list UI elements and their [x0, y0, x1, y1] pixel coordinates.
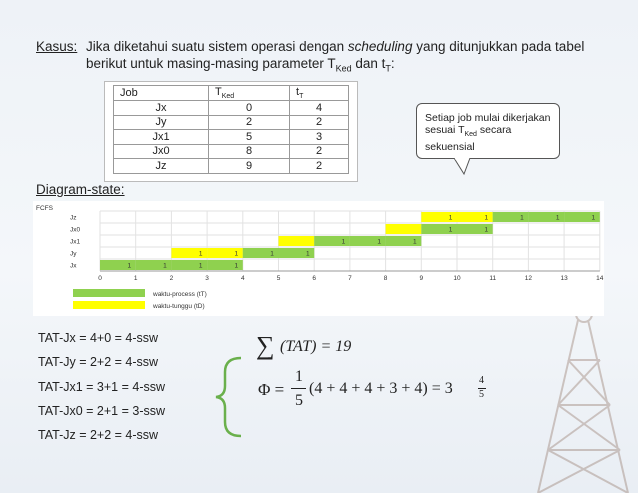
kasus-label: Kasus:	[36, 39, 78, 54]
tat-line: TAT-Jx = 4+0 = 4-ssw	[38, 331, 159, 345]
x-tick-label: 2	[169, 275, 174, 282]
cell-job: Jx	[114, 101, 209, 116]
kasus-sub-ked: Ked	[335, 63, 352, 74]
cell-tked: 9	[209, 159, 290, 174]
x-tick-label: 12	[524, 275, 533, 282]
cell-tt: 2	[290, 159, 349, 174]
tat-line: TAT-Jz = 2+2 = 4-ssw	[38, 428, 159, 442]
cell-value: 1	[198, 250, 203, 258]
cell-value: 1	[270, 250, 274, 258]
frac-denominator: 5	[295, 392, 303, 409]
table-row	[114, 115, 349, 130]
x-tick-label: 10	[453, 275, 461, 282]
cell-value: 1	[341, 238, 346, 246]
cell-value: 1	[163, 262, 167, 270]
brace	[213, 356, 247, 438]
cell-tt: 4	[290, 101, 349, 116]
legend-label-process: waktu-process (tT)	[153, 291, 207, 298]
header-tt: $t_T$	[290, 86, 349, 101]
row-label: Jx	[70, 262, 77, 270]
cell-job: Jx1	[114, 130, 209, 145]
kasus-text-4: :	[390, 56, 395, 71]
callout-note	[416, 103, 560, 159]
row-label: Jx0	[70, 226, 81, 234]
sum-expression: (TAT) = 19	[280, 338, 352, 355]
cell-value: 1	[520, 214, 524, 222]
cell-value: 1	[234, 262, 239, 270]
frac-numerator: 1	[295, 368, 303, 385]
table-row	[114, 159, 349, 174]
wait-bar	[386, 224, 422, 234]
cell-tt: 3	[290, 130, 349, 145]
cell-value: 1	[448, 226, 453, 234]
cell-tked: 8	[209, 144, 290, 159]
cell-tked: 5	[209, 130, 290, 145]
phi-label: Φ =	[258, 380, 285, 399]
frac-bar	[291, 388, 306, 389]
diagram-label: Diagram-state:	[36, 182, 125, 197]
job-table-header	[114, 86, 349, 101]
cell-tked: 2	[209, 115, 290, 130]
row-label: Jy	[70, 250, 77, 258]
callout-text: Setiap job mulai dikerjakan sesuai T	[425, 112, 551, 136]
kasus-text-italic: scheduling	[347, 39, 413, 54]
cell-job: Jy	[114, 115, 209, 130]
callout-tail	[448, 158, 478, 178]
x-tick-label: 5	[276, 275, 281, 282]
kasus-text-2: yang ditunjukkan pada tabel berikut untuk masing-masing parameter T	[86, 39, 585, 71]
kasus-text	[86, 38, 621, 78]
cell-tt: 2	[290, 144, 349, 159]
tat-line: TAT-Jy = 2+2 = 4-ssw	[38, 355, 159, 369]
kasus-text-1: Jika diketahui suatu sistem operasi dengan	[86, 39, 348, 54]
wait-bar	[279, 236, 315, 246]
x-tick-label: 1	[133, 275, 138, 282]
x-tick-label: 14	[596, 275, 604, 282]
cell-value: 1	[591, 214, 596, 222]
header-job: Job	[114, 86, 209, 101]
x-tick-label: 6	[312, 275, 317, 282]
cell-tked: 0	[209, 101, 290, 116]
cell-value: 1	[555, 214, 560, 222]
cell-value: 1	[413, 238, 417, 246]
kasus-sub-t: T	[385, 63, 391, 74]
cell-job: Jz	[114, 159, 209, 174]
cell-value: 1	[198, 262, 203, 270]
callout-sub: Ked	[464, 131, 477, 139]
table-row	[114, 144, 349, 159]
tat-line: TAT-Jx0 = 2+1 = 3-ssw	[38, 404, 166, 418]
job-table-image	[104, 81, 358, 182]
legend-label-wait: waktu-tunggu (tD)	[153, 303, 205, 310]
cell-value: 1	[377, 238, 381, 246]
tower-decoration	[508, 300, 638, 493]
tat-line: TAT-Jx1 = 3+1 = 4-ssw	[38, 380, 166, 394]
x-tick-label: 3	[205, 275, 209, 282]
cell-tt: 2	[290, 115, 349, 130]
table-row	[114, 101, 349, 116]
x-tick-label: 0	[98, 275, 102, 282]
x-tick-label: 11	[489, 275, 497, 282]
callout-text-end: secara sekuensial	[425, 124, 512, 154]
row-label: Jz	[70, 214, 77, 222]
sum-symbol: ∑	[256, 331, 275, 360]
header-tked: $T_{Ked}$	[209, 86, 290, 101]
phi-expression: (4 + 4 + 4 + 3 + 4) = 3	[309, 380, 453, 397]
cell-value: 1	[448, 214, 453, 222]
x-tick-label: 13	[560, 275, 568, 282]
kasus-text-3: dan t	[351, 56, 386, 71]
cell-value: 1	[484, 226, 489, 234]
cell-job: Jx0	[114, 144, 209, 159]
x-tick-label: 8	[383, 275, 388, 282]
cell-value: 1	[234, 250, 239, 258]
chart-legend	[33, 286, 604, 316]
mixed-denominator: 5	[479, 389, 484, 400]
cell-value: 1	[484, 214, 489, 222]
legend-swatch-process	[73, 289, 145, 297]
kasus-paragraph	[36, 38, 621, 74]
x-tick-label: 7	[348, 275, 352, 282]
x-tick-label: 4	[240, 275, 245, 282]
x-tick-label: 9	[419, 275, 424, 282]
row-label: Jx1	[70, 238, 81, 246]
cell-value: 1	[305, 250, 310, 258]
chart-title: FCFS	[36, 205, 53, 212]
legend-swatch-wait	[73, 301, 145, 309]
table-row	[114, 130, 349, 145]
cell-value: 1	[127, 262, 132, 270]
job-table	[113, 85, 349, 174]
mixed-numerator: 4	[479, 375, 484, 386]
